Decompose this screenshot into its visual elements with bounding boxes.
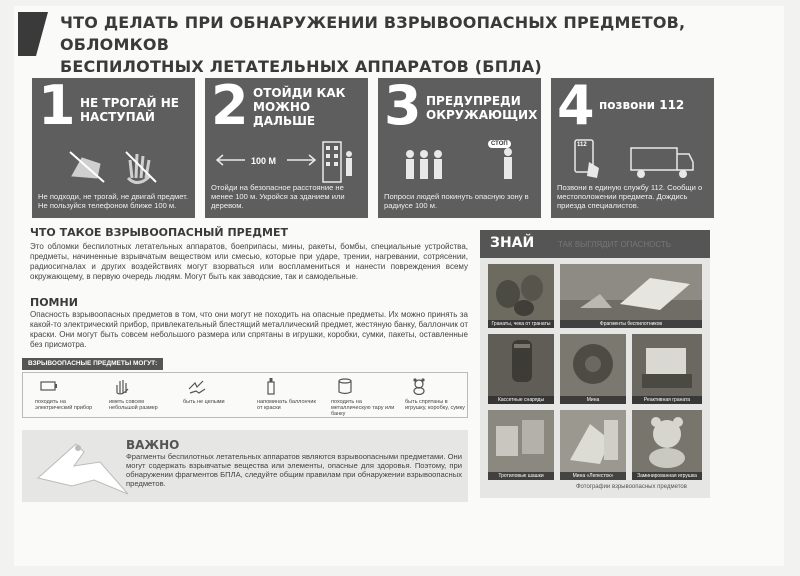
what-is-text: Это обломки беспилотных летательных аппаратов, боеприпасы, мины, ракеты, бомбы, специальные устройства, предметы, начиненные взрывчатым веществом или смесью, которые при ударе, трении, нагревании, сотрясении, радиосигналах и других воздействиях могут взорваться или воспламениться и нанести повреждения всему окружающему, в первую очередь людям. Могут быть как заводские, так и самодельные.: [30, 242, 468, 281]
phone-112-label: 112: [577, 142, 587, 148]
hazard-label: напоминать баллончик от краски: [257, 399, 316, 411]
people-icon: [388, 138, 533, 188]
hazards-row: [22, 372, 468, 418]
distance-label: 100 М: [251, 156, 277, 166]
distance-icon: [215, 138, 360, 188]
mined-toy-image: [632, 410, 702, 472]
photo-rocket-grenade: [632, 334, 702, 404]
know-title: ЗНАЙ: [490, 235, 535, 251]
photo-grenades: [488, 264, 554, 328]
step-description: Попроси людей покинуть опасную зону в радиусе 100 м.: [384, 192, 529, 210]
drone-fragments-image: [560, 264, 702, 320]
hand-icon: [113, 377, 133, 395]
know-header: [480, 230, 710, 258]
photo-caption: Фрагменты беспилотников: [560, 320, 702, 328]
step-description: Позвони в единую службу 112. Сообщи о местоположении предмета. Дождись приезда специалистов.: [557, 183, 703, 210]
step-number: 3: [384, 78, 422, 137]
step-description: Не подходи, не трогай, не двигай предмет. Не пользуйся телефоном ближе 100 м.: [38, 192, 188, 210]
petal-mine-image: [560, 410, 626, 472]
broken-object-icon: [187, 377, 207, 395]
photo-caption: Кассетные снаряды: [488, 396, 554, 404]
mine-image: [560, 334, 626, 396]
photo-tnt-blocks: [488, 410, 554, 480]
remember-title: ПОМНИ: [30, 296, 78, 309]
hazard-label: походить на электрический прибор: [35, 399, 93, 411]
photo-drone-fragments: [560, 264, 702, 328]
hazard-label: быть не целыми: [183, 399, 225, 405]
photos-footer-caption: Фотографии взрывоопасных предметов: [576, 484, 687, 490]
steps-row: [32, 78, 714, 218]
step-heading: ОТОЙДИ КАК МОЖНО ДАЛЬШЕ: [253, 86, 346, 128]
grenades-image: [488, 264, 554, 320]
photo-caption: Реактивная граната: [632, 396, 702, 404]
photo-cluster-shells: [488, 334, 554, 404]
know-panel: [480, 230, 710, 498]
hazard-item: [251, 373, 321, 419]
photo-caption: Мина: [560, 396, 626, 404]
photo-mined-toy: [632, 410, 702, 480]
step-number: 4: [557, 78, 595, 137]
rocket-grenade-image: [632, 334, 702, 396]
step-card-4: [551, 78, 714, 218]
teddy-bear-icon: [409, 377, 429, 395]
page-title: [60, 12, 760, 78]
spray-can-icon: [261, 377, 281, 395]
title-line-2: БЕСПИЛОТНЫХ ЛЕТАТЕЛЬНЫХ АППАРАТОВ (БПЛА): [60, 57, 542, 76]
hazard-item: [399, 373, 469, 419]
hazard-item: [177, 373, 247, 419]
no-touch-icon: [42, 138, 187, 188]
hazard-item: [103, 373, 173, 419]
battery-icon: [39, 377, 59, 395]
cluster-shells-image: [488, 334, 554, 396]
step-description: Отойди на безопасное расстояние не менее 100 м. Укройся за зданием или деревом.: [211, 183, 345, 210]
photo-caption: Заминированная игрушка: [632, 472, 702, 480]
step-number: 2: [211, 78, 249, 137]
photo-mine: [560, 334, 626, 404]
important-box: [22, 430, 468, 502]
step-heading: позвони 112: [599, 98, 685, 112]
title-line-1: ЧТО ДЕЛАТЬ ПРИ ОБНАРУЖЕНИИ ВЗРЫВООПАСНЫХ ПРЕДМЕТОВ, ОБЛОМКОВ: [60, 13, 686, 54]
hazard-item: [29, 373, 99, 419]
photo-caption: Гранаты, чека от гранаты: [488, 320, 554, 328]
photo-caption: Тротиловые шашки: [488, 472, 554, 480]
remember-text: Опасность взрывоопасных предметов в том, что они могут не походить на опасные предметы. Их можно принять за какой-то электрический прибор, привлекательный блестящий металлический предмет, жестяную банку, баллончик от краски. Они могут быть совсем небольшого размера или спрятаны в игрушки, коробки, сумки, пакеты, оставленные без присмотра.: [30, 310, 468, 349]
hazard-label: быть спрятаны в игрушку, коробку, сумку: [405, 399, 465, 411]
hazard-label: походить на металлическую тару или банку: [331, 399, 395, 417]
tnt-blocks-image: [488, 410, 554, 472]
know-subtitle: ТАК ВЫГЛЯДИТ ОПАСНОСТЬ: [558, 240, 672, 249]
photo-petal-mine: [560, 410, 626, 480]
hazard-item: [325, 373, 395, 419]
photo-caption: Мина «Лепесток»: [560, 472, 626, 480]
hazards-strip: [22, 358, 468, 418]
important-text: Фрагменты беспилотных летательных аппаратов являются взрывоопасными предметами. Они могут содержать взрывчатые вещества или элементы, опасные для здоровья. Поэтому, при обнаружении фрагментов БПЛА, следуйте общим правилам при обнаружении взрывоопасных предметов.: [126, 452, 462, 488]
important-title: ВАЖНО: [126, 438, 180, 452]
stop-bubble: СТОП: [488, 140, 511, 148]
what-is-title: ЧТО ТАКОЕ ВЗРЫВООПАСНЫЙ ПРЕДМЕТ: [30, 226, 288, 239]
hazard-label: иметь совсем небольшой размер: [109, 399, 158, 411]
step-card-1: [32, 78, 195, 218]
step-number: 1: [38, 78, 76, 137]
tin-can-icon: [335, 377, 355, 395]
step-card-3: [378, 78, 541, 218]
step-heading: ПРЕДУПРЕДИ ОКРУЖАЮЩИХ: [426, 94, 538, 122]
step-card-2: [205, 78, 368, 218]
step-heading: НЕ ТРОГАЙ НЕ НАСТУПАЙ: [80, 96, 179, 124]
hazards-title: ВЗРЫВООПАСНЫЕ ПРЕДМЕТЫ МОГУТ:: [22, 358, 163, 370]
